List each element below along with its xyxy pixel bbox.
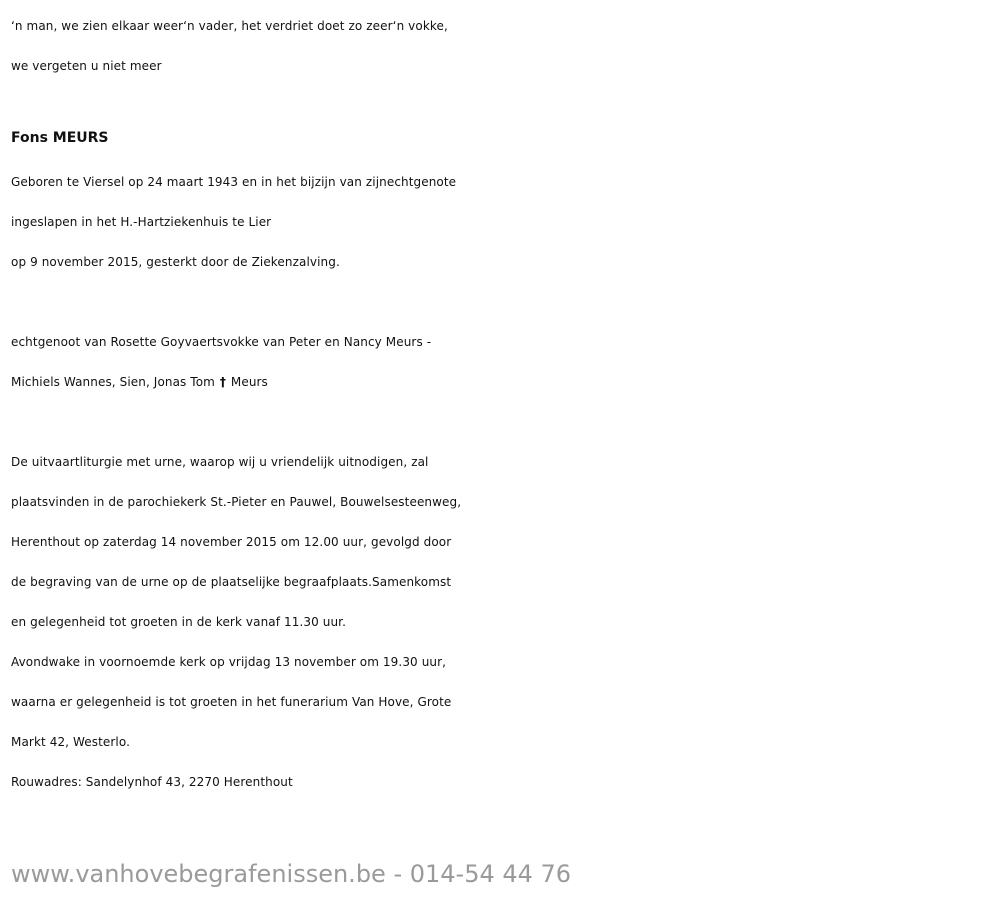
family-line-2 xyxy=(11,362,991,402)
paragraph-gap xyxy=(11,402,991,442)
funeral-line: de begraving van de urne op de plaatselijke begraafplaats.Samenkomst xyxy=(11,575,452,589)
intro-line-2: we vergeten u niet meer xyxy=(11,59,162,73)
family-line-1: echtgenoot van Rosette Goyvaertsvokke van Peter en Nancy Meurs - xyxy=(11,335,432,349)
funeral-line: Herenthout op zaterdag 14 november 2015 om 12.00 uur, gevolgd door xyxy=(11,535,452,549)
birth-line-3: op 9 november 2015, gesterkt door de Ziekenzalving. xyxy=(11,255,340,269)
intro-line-1: ‘n man, we zien elkaar weer‘n vader, het verdriet doet zo zeer‘n vokke, xyxy=(11,19,448,33)
footer-contact: www.vanhovebegrafenissen.be - 014-54 44 76 xyxy=(11,860,572,888)
wake-line: Avondwake in voornoemde kerk op vrijdag 13 november om 19.30 uur, xyxy=(11,655,447,669)
birth-line-2: ingeslapen in het H.-Hartziekenhuis te Lier xyxy=(11,215,272,229)
family-line-2-text: Michiels Wannes, Sien, Jonas Tom xyxy=(11,375,219,389)
funeral-line: plaatsvinden in de parochiekerk St.-Pieter en Pauwel, Bouwelsesteenweg, xyxy=(11,495,462,509)
funeral-line: De uitvaartliturgie met urne, waarop wij u vriendelijk uitnodigen, zal xyxy=(11,455,429,469)
wake-line: waarna er gelegenheid is tot groeten in het funerarium Van Hove, Grote xyxy=(11,695,452,709)
deceased-name: Fons MEURS xyxy=(11,130,109,146)
paragraph-gap xyxy=(11,282,991,322)
obituary-text xyxy=(11,6,991,802)
wake-line: Markt 42, Westerlo. xyxy=(11,735,131,749)
cross-icon: † xyxy=(219,375,226,389)
family-line-2-surname: Meurs xyxy=(226,375,268,389)
funeral-line: en gelegenheid tot groeten in de kerk vanaf 11.30 uur. xyxy=(11,615,347,629)
mourning-address: Rouwadres: Sandelynhof 43, 2270 Herenthout xyxy=(11,775,293,789)
birth-line-1: Geboren te Viersel op 24 maart 1943 en in het bijzijn van zijnechtgenote xyxy=(11,175,457,189)
